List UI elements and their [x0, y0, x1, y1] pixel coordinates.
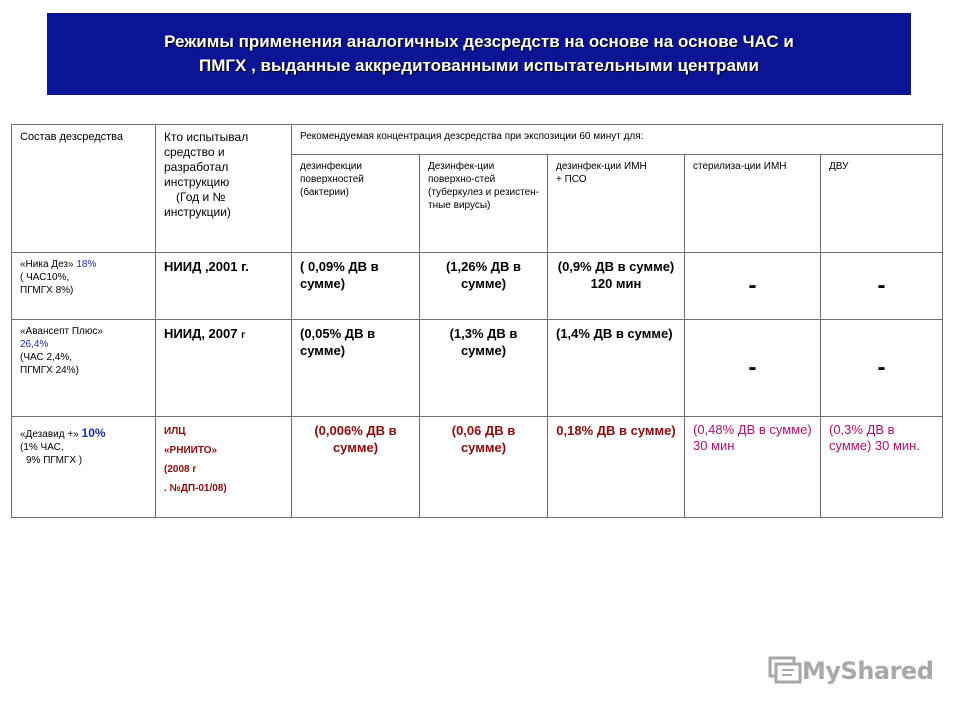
row-c3: 0,18% ДВ в сумме): [548, 417, 685, 518]
row-composition: «Дезавид +» 10% (1% ЧАС, 9% ПГМГХ ): [12, 417, 156, 518]
subheader-dvu: ДВУ: [821, 155, 943, 253]
table-row: [12, 417, 943, 518]
row-composition: «Ника Дез» 18% ( ЧАС10%, ПГМГХ 8%): [12, 253, 156, 320]
row-tester: НИИД, 2007 г: [156, 320, 292, 417]
row-c1: (0,006% ДВ в сумме): [292, 417, 420, 518]
row-c1: (0,05% ДВ в сумме): [292, 320, 420, 417]
row-c1: ( 0,09% ДВ в сумме): [292, 253, 420, 320]
row-c2: (1,3% ДВ в сумме): [420, 320, 548, 417]
header-tester: [156, 125, 292, 253]
row-c5: -: [821, 253, 943, 320]
slide-title-line1: Режимы применения аналогичных дезсредств на основе на основе ЧАС и: [164, 32, 794, 51]
header-tester-text: Кто испытывал средство и разработал инструкцию: [164, 130, 249, 189]
watermark: [768, 656, 933, 686]
subheader-surfaces-tb: Дезинфек-ции поверхно-стей (туберкулез и резистен-тные вирусы): [420, 155, 548, 253]
watermark-text: MyShared: [802, 657, 934, 685]
row-c3: (1,4% ДВ в сумме): [548, 320, 685, 417]
subheader-imn: дезинфек-ции ИМН + ПСО: [548, 155, 685, 253]
subheader-sterilization: стерилиза-ции ИМН: [685, 155, 821, 253]
row-composition: «Авансепт Плюс» 26,4% (ЧАС 2,4%, ПГМГХ 24%): [12, 320, 156, 417]
row-c4: -: [685, 253, 821, 320]
row-c2: (0,06 ДВ в сумме): [420, 417, 548, 518]
header-row: [12, 125, 943, 155]
row-c3: (0,9% ДВ в сумме) 120 мин: [548, 253, 685, 320]
header-tester-sub: (Год и № инструкции): [164, 190, 231, 219]
row-c2: (1,26% ДВ в сумме): [420, 253, 548, 320]
presentation-icon: [768, 656, 802, 686]
row-c4: (0,48% ДВ в сумме) 30 мин: [685, 417, 821, 518]
row-c5: -: [821, 320, 943, 417]
slide-title-line2: ПМГХ , выданные аккредитованными испытательными центрами: [199, 56, 759, 75]
header-concentration: Рекомендуемая концентрация дезсредства при экспозиции 60 минут для:: [292, 125, 943, 155]
disinfectant-table: [11, 124, 943, 518]
row-tester: НИИД ,2001 г.: [156, 253, 292, 320]
header-composition: Состав дезсредства: [12, 125, 156, 253]
table-row: [12, 253, 943, 320]
row-tester: ИЛЦ «РНИИТО» (2008 г . №ДП-01/08): [156, 417, 292, 518]
row-c4: -: [685, 320, 821, 417]
subheader-surfaces-bacteria: дезинфекции поверхностей (бактерии): [292, 155, 420, 253]
row-c5: (0,3% ДВ в сумме) 30 мин.: [821, 417, 943, 518]
table-row: [12, 320, 943, 417]
slide-title: [47, 13, 911, 95]
